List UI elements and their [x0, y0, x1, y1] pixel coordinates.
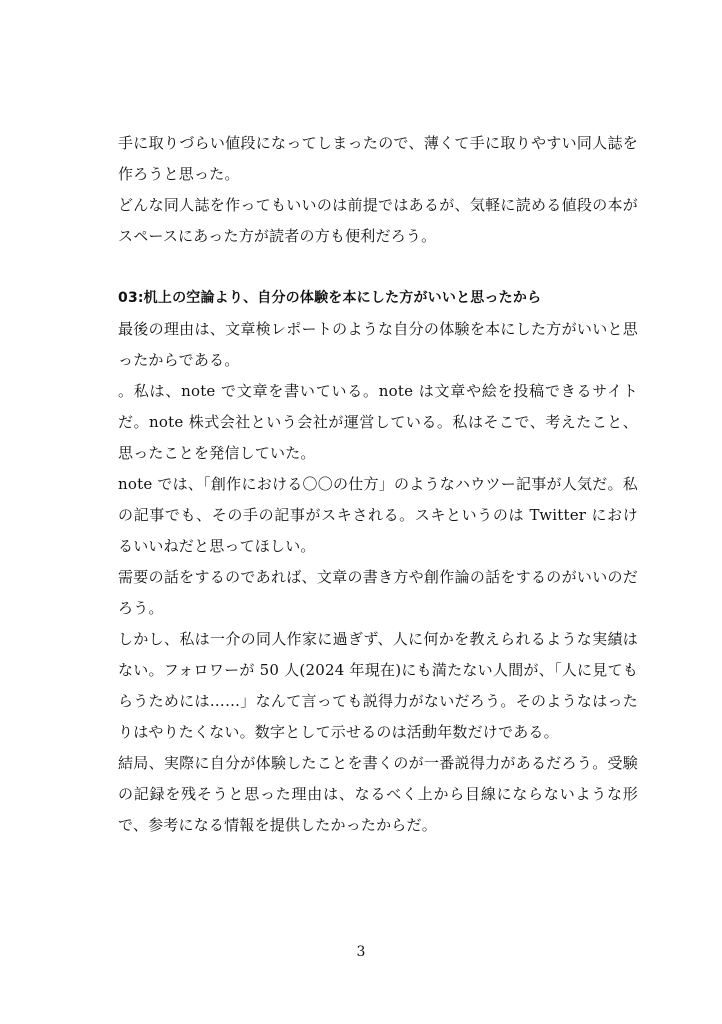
body-paragraph: 。私は、note で文章を書いている。note は文章や絵を投稿できるサイトだ。note 株式会社という会社が運営している。私はそこで、考えたこと、思ったことを発信していた。 — [118, 382, 638, 462]
body-paragraph: どんな同人誌を作ってもいいのは前提ではあるが、気軽に読める値段の本がスペースにあった方が読者の方も便利だろう。 — [118, 196, 638, 245]
body-paragraph: 手に取りづらい値段になってしまったので、薄くて手に取りやすい同人誌を作ろうと思った。 — [118, 134, 638, 183]
page-number: 3 — [356, 944, 366, 960]
body-paragraph: note では、「創作における〇〇の仕方」のようなハウツー記事が人気だ。私の記事でも、その手の記事がスキされる。スキというのは Twitter におけるいいねだと思ってほしい。 — [118, 475, 638, 555]
body-paragraph: しかし、私は一介の同人作家に過ぎず、人に何かを教えられるような実績はない。フォロワーが 50 人(2024 年現在)にも満たない人間が、「人に見てもらうためには……」なんて言っても説得力がないだろう。そのようなはったりはやりたくない。数字として示せるのは活動年数だけである。 — [118, 630, 638, 741]
section-heading: 03:机上の空論より、自分の体験を本にした方がいいと思ったから — [118, 290, 542, 306]
paragraph-spacer — [118, 252, 638, 283]
body-paragraph: 需要の話をするのであれば、文章の書き方や創作論の話をするのがいいのだろう。 — [118, 568, 638, 617]
body-paragraph: 最後の理由は、文章検レポートのような自分の体験を本にした方がいいと思ったからである。 — [118, 320, 638, 369]
page-body — [118, 128, 638, 841]
body-paragraph: 結局、実際に自分が体験したことを書くのが一番説得力があるだろう。受験の記録を残そうと思った理由は、なるべく上から目線にならないような形で、参考になる情報を提供したかったからだ。 — [118, 754, 638, 834]
